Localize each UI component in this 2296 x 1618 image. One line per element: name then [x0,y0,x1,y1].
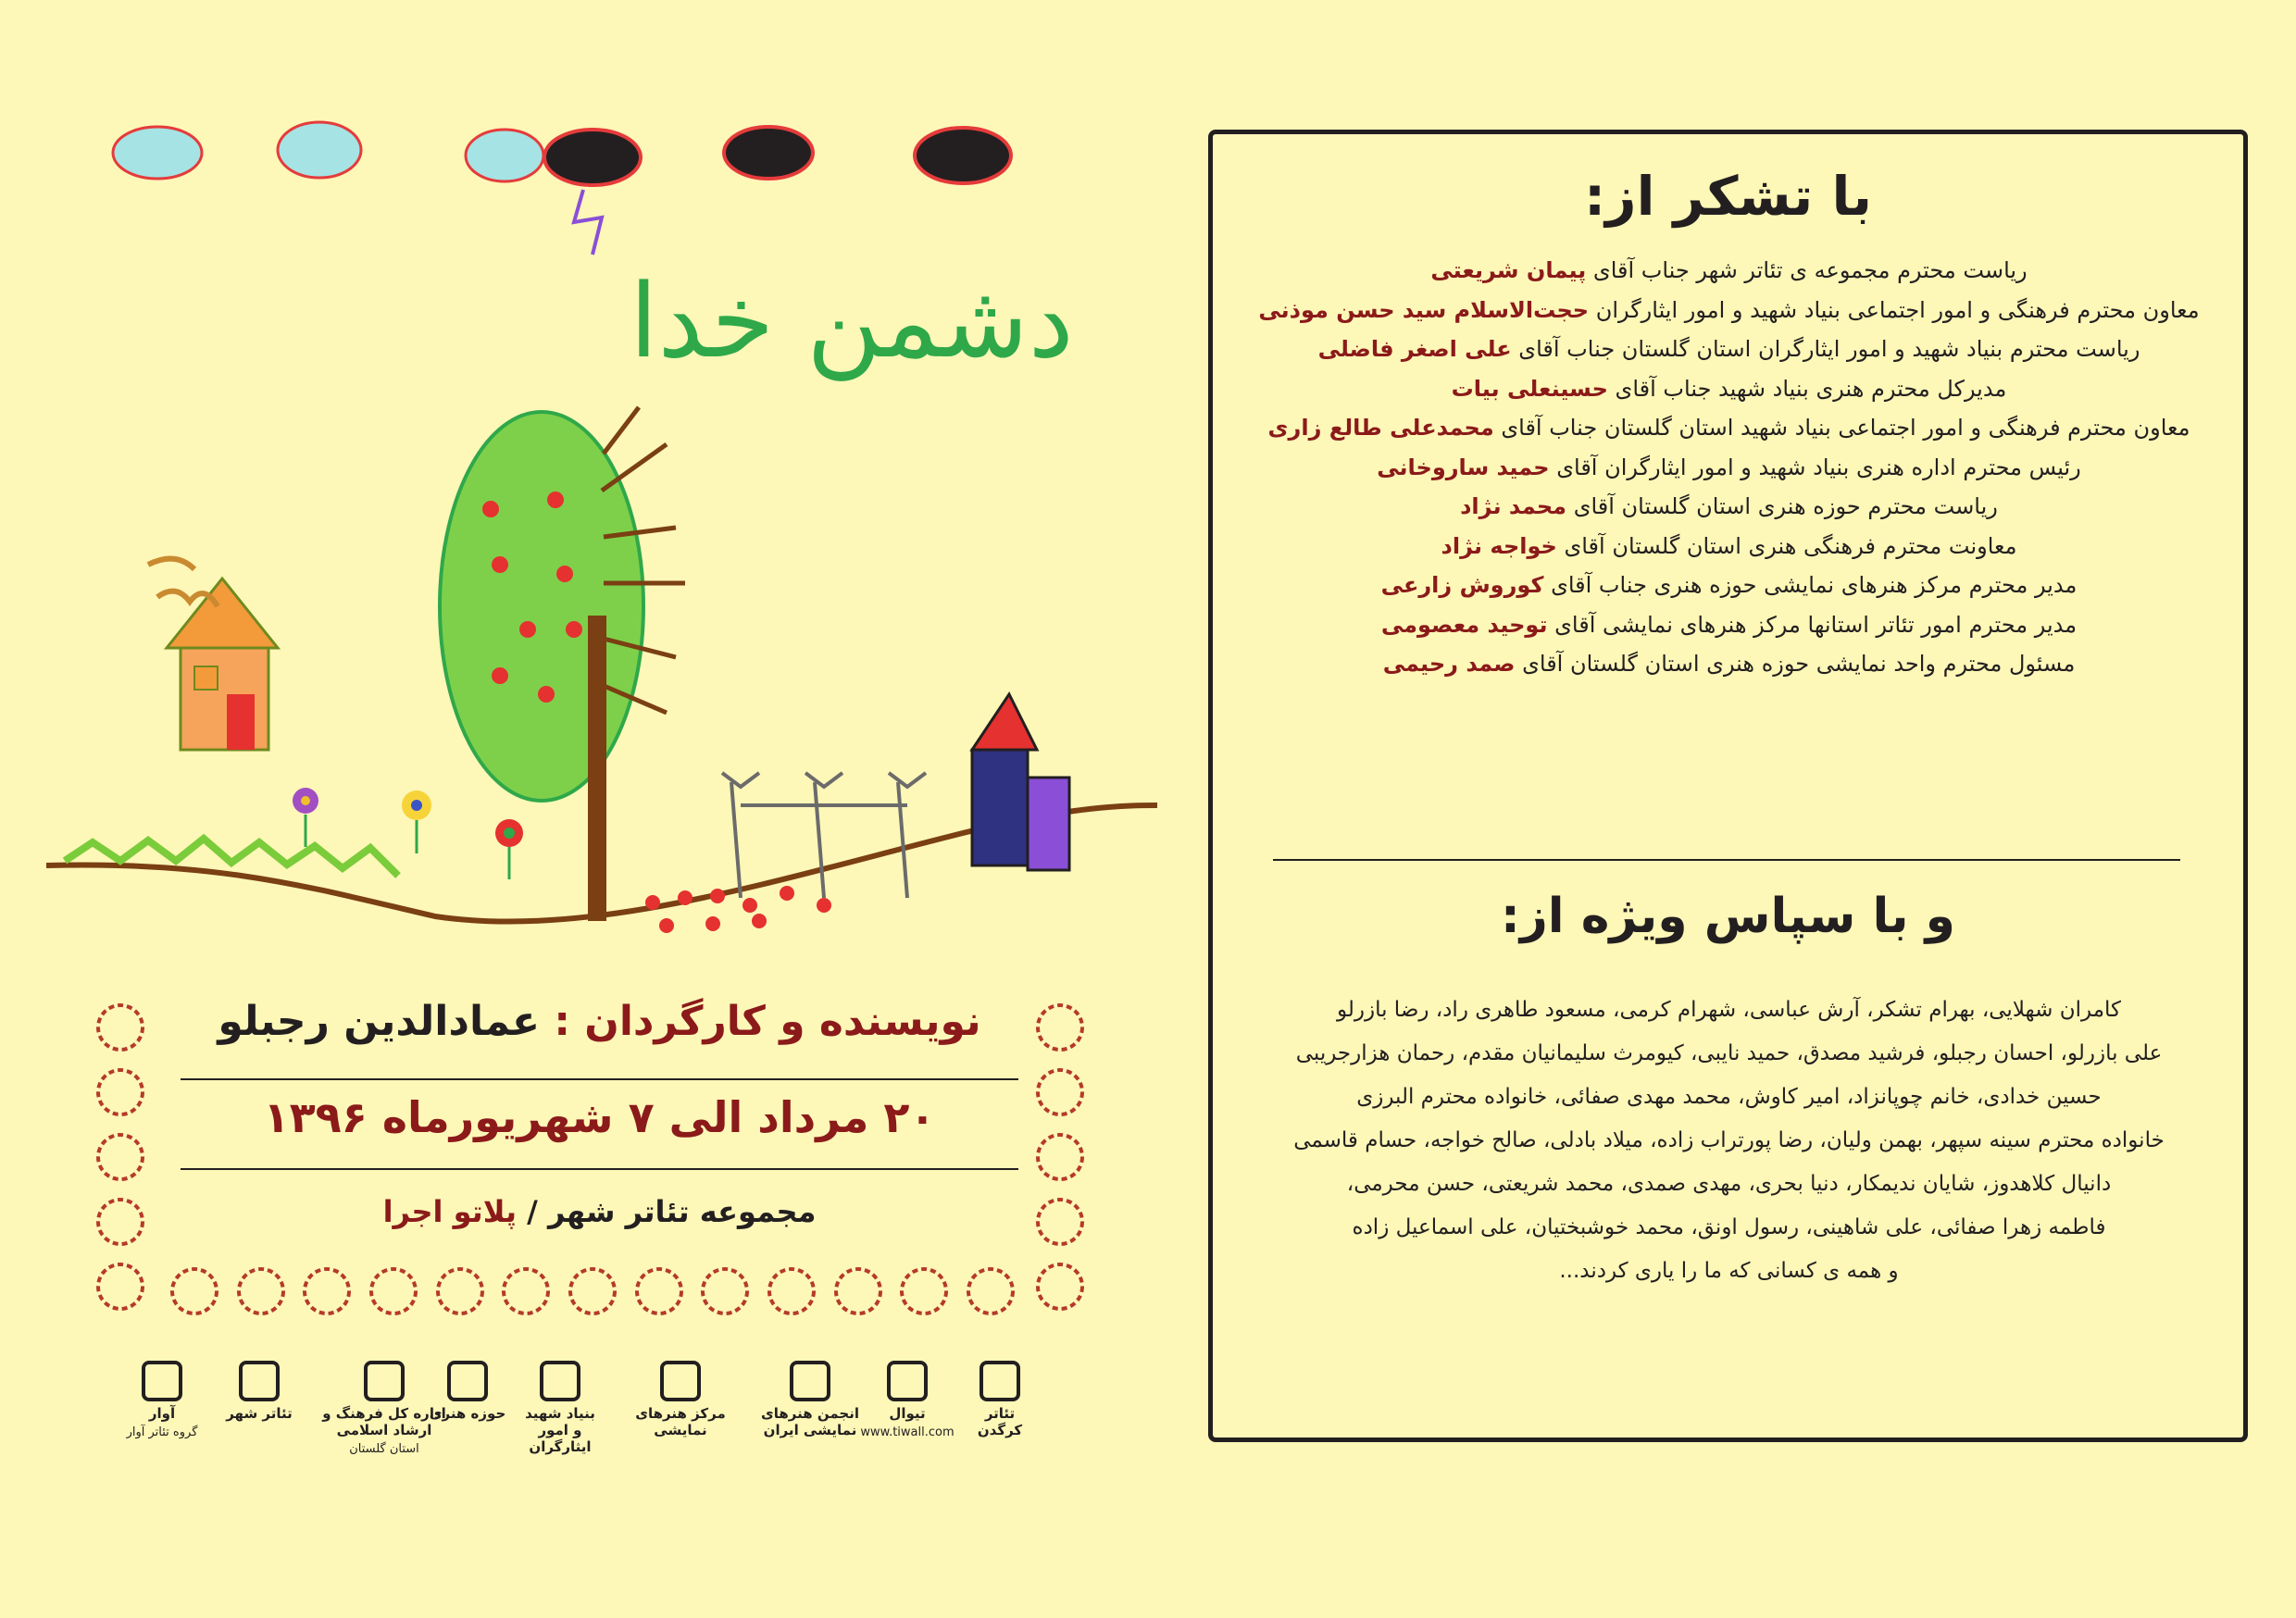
writer-director-line [181,998,1018,1045]
sponsor-logo [518,1361,602,1453]
thanks-person-name: توحید معصومی [1380,611,1548,638]
barbed-fence [722,773,926,898]
laurel-badge [498,1263,554,1319]
thanks-person-name: محمد نژاد [1460,493,1567,519]
dark-house-drawing [972,694,1069,870]
sponsor-logo-title: تئاتر شهر [226,1405,293,1422]
venue-line [181,1194,1018,1229]
thanks-role: معاون محترم فرهنگی و امور اجتماعی بنیاد شهید استان گلستان جناب آقای [1501,415,2190,441]
flower-red [495,819,523,879]
thanks-line [1222,572,2236,598]
cloud-dark-3 [915,128,1011,183]
thanks-role: ریاست محترم بنیاد شهید و امور ایثارگران استان گلستان جناب آقای [1518,336,2140,362]
flower-purple [293,788,318,847]
martyr-foundation-logo-icon [540,1361,580,1401]
flower-yellow [402,790,431,853]
sponsor-logo-title: مرکز هنرهای نمایشی [635,1405,726,1438]
special-thanks-line: و همه ی کسانی که ما را یاری کردند... [1559,1259,1899,1283]
performing-arts-logo-icon [790,1361,830,1401]
sponsor-logo-title: تیوال [889,1405,926,1422]
laurel-badge [764,1263,819,1319]
thanks-title: با تشکر از: [1583,165,1872,228]
house-drawing [148,559,278,750]
sponsor-logo [222,1361,296,1453]
cloud-blue-3 [466,130,543,181]
thanks-role: ریاست محترم مجموعه ی تئاتر شهر جناب آقای [1592,257,2028,283]
thanks-role: معاون محترم فرهنگی و امور اجتماعی بنیاد شهید و امور ایثارگران [1595,296,2200,323]
writer-director-name: عمادالدین رجبلو [218,998,541,1045]
thanks-role: مدیر محترم مرکز هنرهای نمایشی حوزه هنری جناب آقای [1551,572,2078,598]
laurel-badge [299,1263,355,1319]
poster-title: دشمن خدا [630,262,1074,380]
cloud-blue-1 [113,127,202,179]
divider [181,1078,1018,1080]
cloud-blue-2 [278,122,361,178]
laurel-badge [93,1259,148,1314]
laurel-badge [697,1263,753,1319]
special-thanks-line: فاطمه زهرا صفائی، علی شاهینی، رسول اونق، محمد خوشبختیان، علی اسماعیل زاده [1352,1215,2106,1239]
lightning-icon [574,190,602,255]
masks-logo-icon [980,1361,1020,1401]
thanks-frame [1208,130,2248,1442]
laurel-badge [93,1129,148,1185]
thanks-role: مدیر محترم امور تئاتر استانها مرکز هنرهای نمایشی آقای [1554,611,2078,638]
sponsor-logo [741,1361,880,1453]
thanks-person-name: علی اصغر فاضلی [1317,336,1512,362]
thanks-line [1222,533,2236,559]
thanks-person-name: پیمان شریعتی [1430,257,1587,283]
sponsor-logo-subtitle: گروه تئاتر آوار [126,1425,198,1439]
sponsor-logo-title: انجمن هنرهای نمایشی ایران [761,1405,859,1438]
laurel-badge [432,1263,488,1319]
laurel-badge [896,1263,952,1319]
cloud-dark-2 [724,127,813,179]
performance-dates: ۲۰ مرداد الی ۷ شهریورماه ۱۳۹۶ [263,1092,936,1142]
laurel-badge [1032,1194,1088,1250]
thanks-line [1222,257,2236,283]
thanks-role: مدیرکل محترم هنری بنیاد شهید جناب آقای [1615,375,2007,402]
sponsor-logo [967,1361,1032,1453]
city-theater-logo-icon [239,1361,280,1401]
laurel-row-bottom [167,1263,1018,1319]
tree-drawing [440,407,685,921]
laurel-badge [233,1263,289,1319]
sponsor-logo-subtitle: www.tiwall.com [860,1425,955,1439]
thanks-person-name: حجت‌الاسلام سید حسن موذنی [1258,296,1590,323]
thanks-line [1222,651,2236,677]
sponsor-logo-subtitle: استان گلستان [349,1442,419,1456]
sponsor-logo-title: آوار [148,1405,176,1422]
thanks-line [1222,376,2236,402]
thanks-person-name: محمدعلی طالع زاری [1267,415,1494,441]
thanks-role: معاونت محترم فرهنگی هنری استان گلستان آقای [1564,532,2017,559]
laurel-badge [1032,1129,1088,1185]
poster-illustration [37,102,1185,935]
laurel-badge [93,1064,148,1120]
sponsor-logo-title: اداره کل فرهنگ و ارشاد اسلامی [322,1405,446,1438]
avar-logo-icon [142,1361,182,1401]
grass [65,839,398,876]
laurel-badge [1032,1064,1088,1120]
laurel-badge [167,1263,222,1319]
thanks-line [1222,415,2236,441]
special-thanks-line: علی بازرلو، احسان رجبلو، فرشید مصدق، حمید نایبی، کیومرث سلیمانیان مقدم، رحمان هزارجریبی [1295,1041,2163,1065]
special-thanks-line: دانیال کلاهدوز، شایان ندیمکار، دنیا بحری، مهدی صمدی، محمد شریعتی، حسن محرمی، [1346,1172,2112,1196]
sponsor-logo [630,1361,731,1453]
sponsor-logo-title: تئاتر کرگدن [977,1405,1023,1438]
thanks-person-name: کوروش زارعی [1380,572,1544,598]
thanks-role: مسئول محترم واحد نمایشی حوزه هنری استان گلستان آقای [1522,651,2076,677]
thanks-line [1222,297,2236,323]
tiwall-logo-icon [887,1361,928,1401]
ershad-logo-icon [364,1361,405,1401]
venue-prefix: مجموعه تئاتر شهر / [527,1194,817,1229]
laurel-badge [366,1263,421,1319]
sponsor-logo-title: بنیاد شهید و امور ایثارگران [525,1405,595,1455]
divider [181,1168,1018,1170]
cloud-dark-1 [544,130,641,185]
special-thanks-line: خانواده محترم سینه سپهر، بهمن ولیان، رضا پورتراب زاده، میلاد بادلی، صالح خواجه، حسام قاسمی [1293,1128,2165,1152]
special-thanks-line: حسین خدادی، خانم چوپانزاد، امیر کاوش، محمد مهدی صفائی، خانواده محترم البرزی [1356,1085,2102,1109]
writer-director-label: نویسنده و کارگردان : [554,998,981,1045]
sponsor-logo [306,1361,463,1456]
thanks-role: رئیس محترم اداره هنری بنیاد شهید و امور ایثارگران آقای [1556,454,2081,480]
thanks-person-name: صمد رحیمی [1382,651,1516,677]
drama-center-logo-icon [660,1361,701,1401]
clouds [113,122,1011,185]
laurel-badge [565,1263,620,1319]
venue-hall: پلاتو اجرا [382,1194,517,1229]
thanks-line [1222,612,2236,638]
sponsor-logo [120,1361,204,1453]
special-thanks-line: کامران شهلایی، بهرام تشکر، آرش عباسی، شهرام کرمی، مسعود طاهری راد، رضا بازرلو [1336,998,2121,1022]
divider [1273,859,2180,861]
laurel-badge [93,1000,148,1055]
fallen-apples [645,886,831,933]
laurel-badge [631,1263,687,1319]
thanks-line [1222,336,2236,362]
thanks-person-name: خواجه نژاد [1441,532,1557,559]
laurel-badge [830,1263,886,1319]
laurel-badge [1032,1259,1088,1314]
sponsor-logo-title: حوزه هنری [429,1405,506,1422]
laurel-badge [963,1263,1018,1319]
special-thanks-title: و با سپاس ویژه از: [1501,889,1955,944]
thanks-line [1222,493,2236,519]
laurel-badge [93,1194,148,1250]
thanks-person-name: حمید ساروخانی [1377,454,1550,480]
thanks-person-name: حسینعلی بیات [1451,375,1608,402]
thanks-line [1222,454,2236,480]
thanks-role: ریاست محترم حوزه هنری استان گلستان آقای [1573,493,1998,519]
laurel-badge [1032,1000,1088,1055]
